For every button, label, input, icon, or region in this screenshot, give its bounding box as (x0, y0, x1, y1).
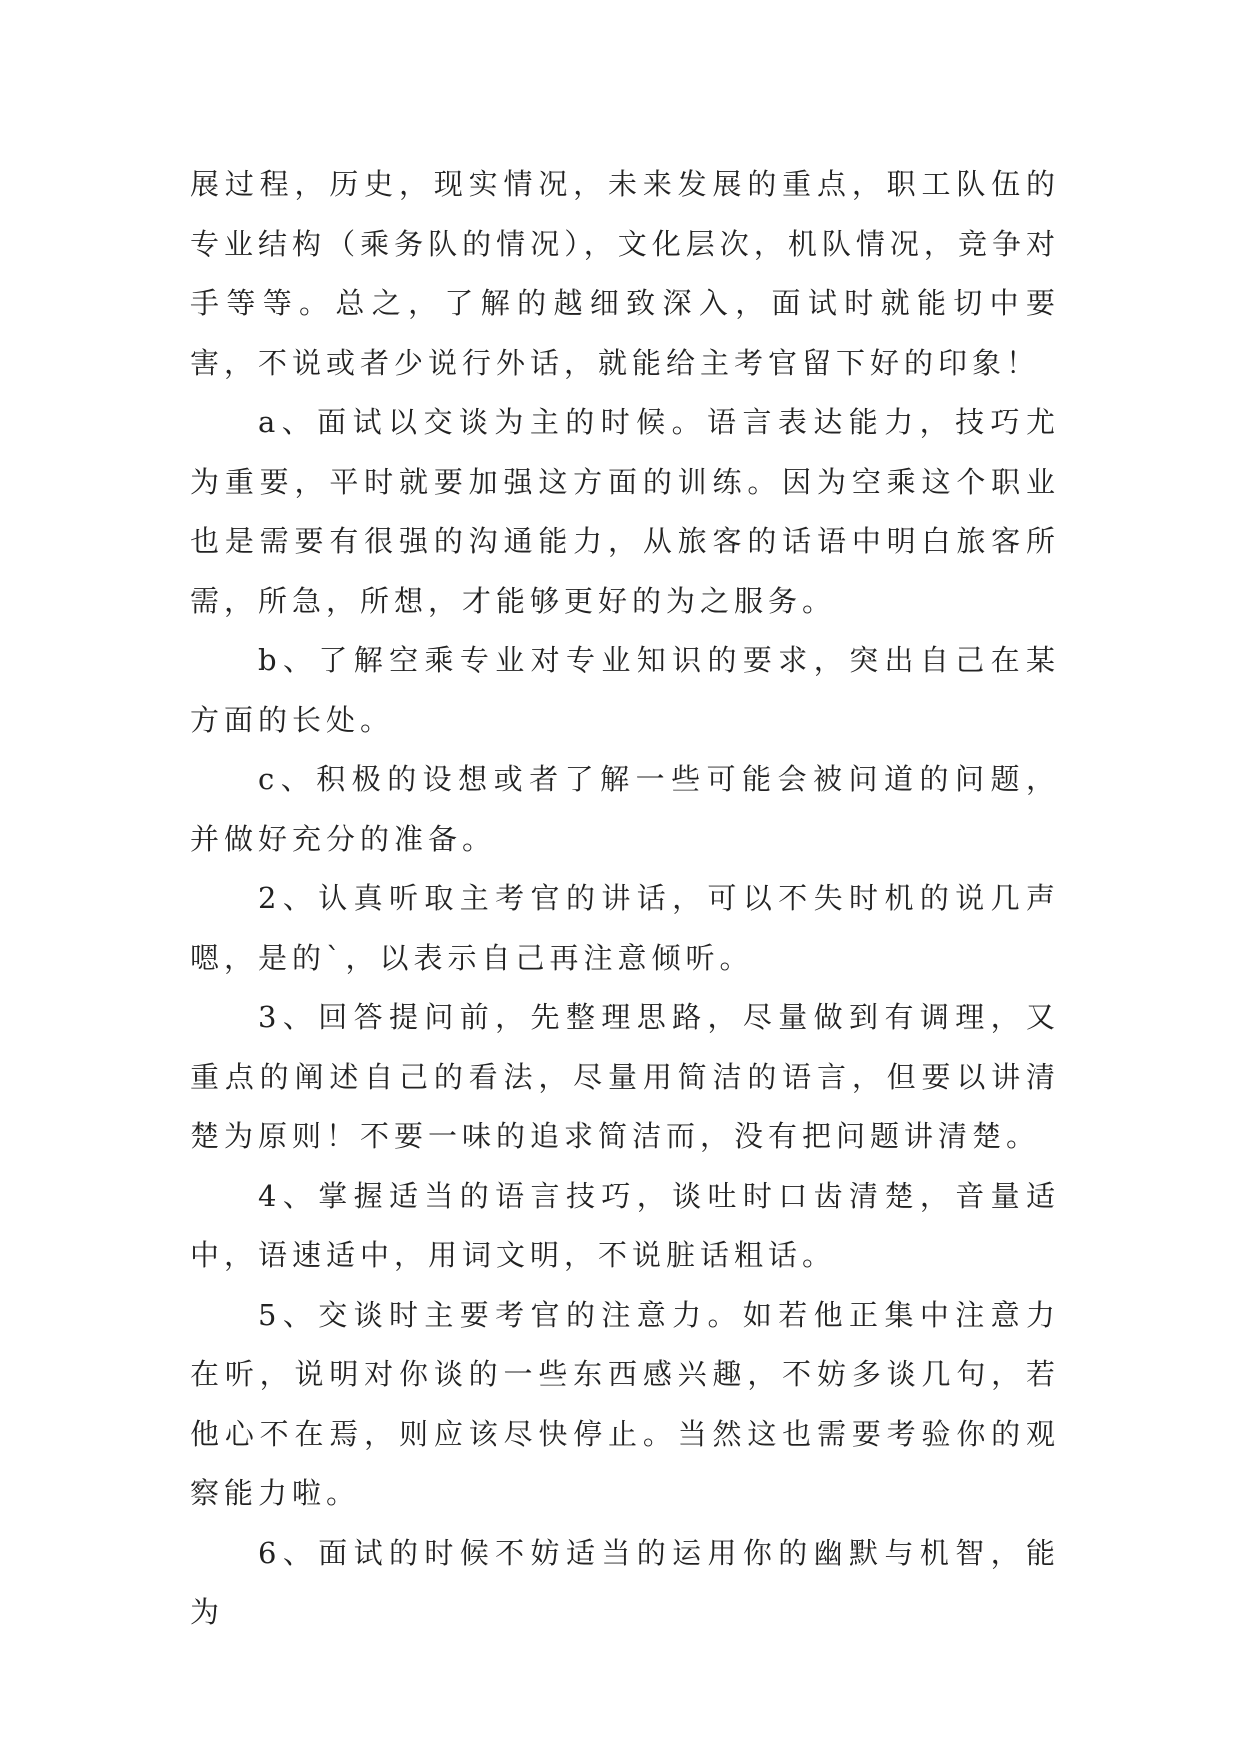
paragraph-item-a: a、面试以交谈为主的时候。语言表达能力，技巧尤为重要，平时就要加强这方面的训练。因为空乘这个职业也是需要有很强的沟通能力，从旅客的话语中明白旅客所需，所急，所想，才能够更好的为之服务。 (190, 405, 1060, 618)
paragraph-item-5: 5、交谈时主要考官的注意力。如若他正集中注意力在听，说明对你谈的一些东西感兴趣，不妨多谈几句，若他心不在焉，则应该尽快停止。当然这也需要考验你的观察能力啦。 (190, 1297, 1060, 1510)
paragraph-item-3: 3、回答提问前，先整理思路，尽量做到有调理，又重点的阐述自己的看法，尽量用简洁的语言，但要以讲清楚为原则！不要一味的追求简洁而，没有把问题讲清楚。 (190, 1000, 1060, 1153)
paragraph-item-b: b、了解空乘专业对专业知识的要求，突出自己在某方面的长处。 (190, 643, 1060, 737)
paragraph-continued: 展过程，历史，现实情况，未来发展的重点，职工队伍的专业结构（乘务队的情况），文化层次，机队情况，竞争对手等等。总之，了解的越细致深入，面试时就能切中要害，不说或者少说行外话，就能给主考官留下好的印象！ (190, 167, 1060, 380)
paragraph-item-6: 6、面试的时候不妨适当的运用你的幽默与机智，能为 (190, 1535, 1060, 1629)
paragraph-item-4: 4、掌握适当的语言技巧，谈吐时口齿清楚，音量适中，语速适中，用词文明，不说脏话粗话。 (190, 1178, 1060, 1272)
document-body (190, 155, 1060, 1643)
paragraph-item-c: c、积极的设想或者了解一些可能会被问道的问题，并做好充分的准备。 (190, 762, 1060, 856)
paragraph-item-2: 2、认真听取主考官的讲话，可以不失时机的说几声嗯，是的`，以表示自己再注意倾听。 (190, 881, 1060, 975)
